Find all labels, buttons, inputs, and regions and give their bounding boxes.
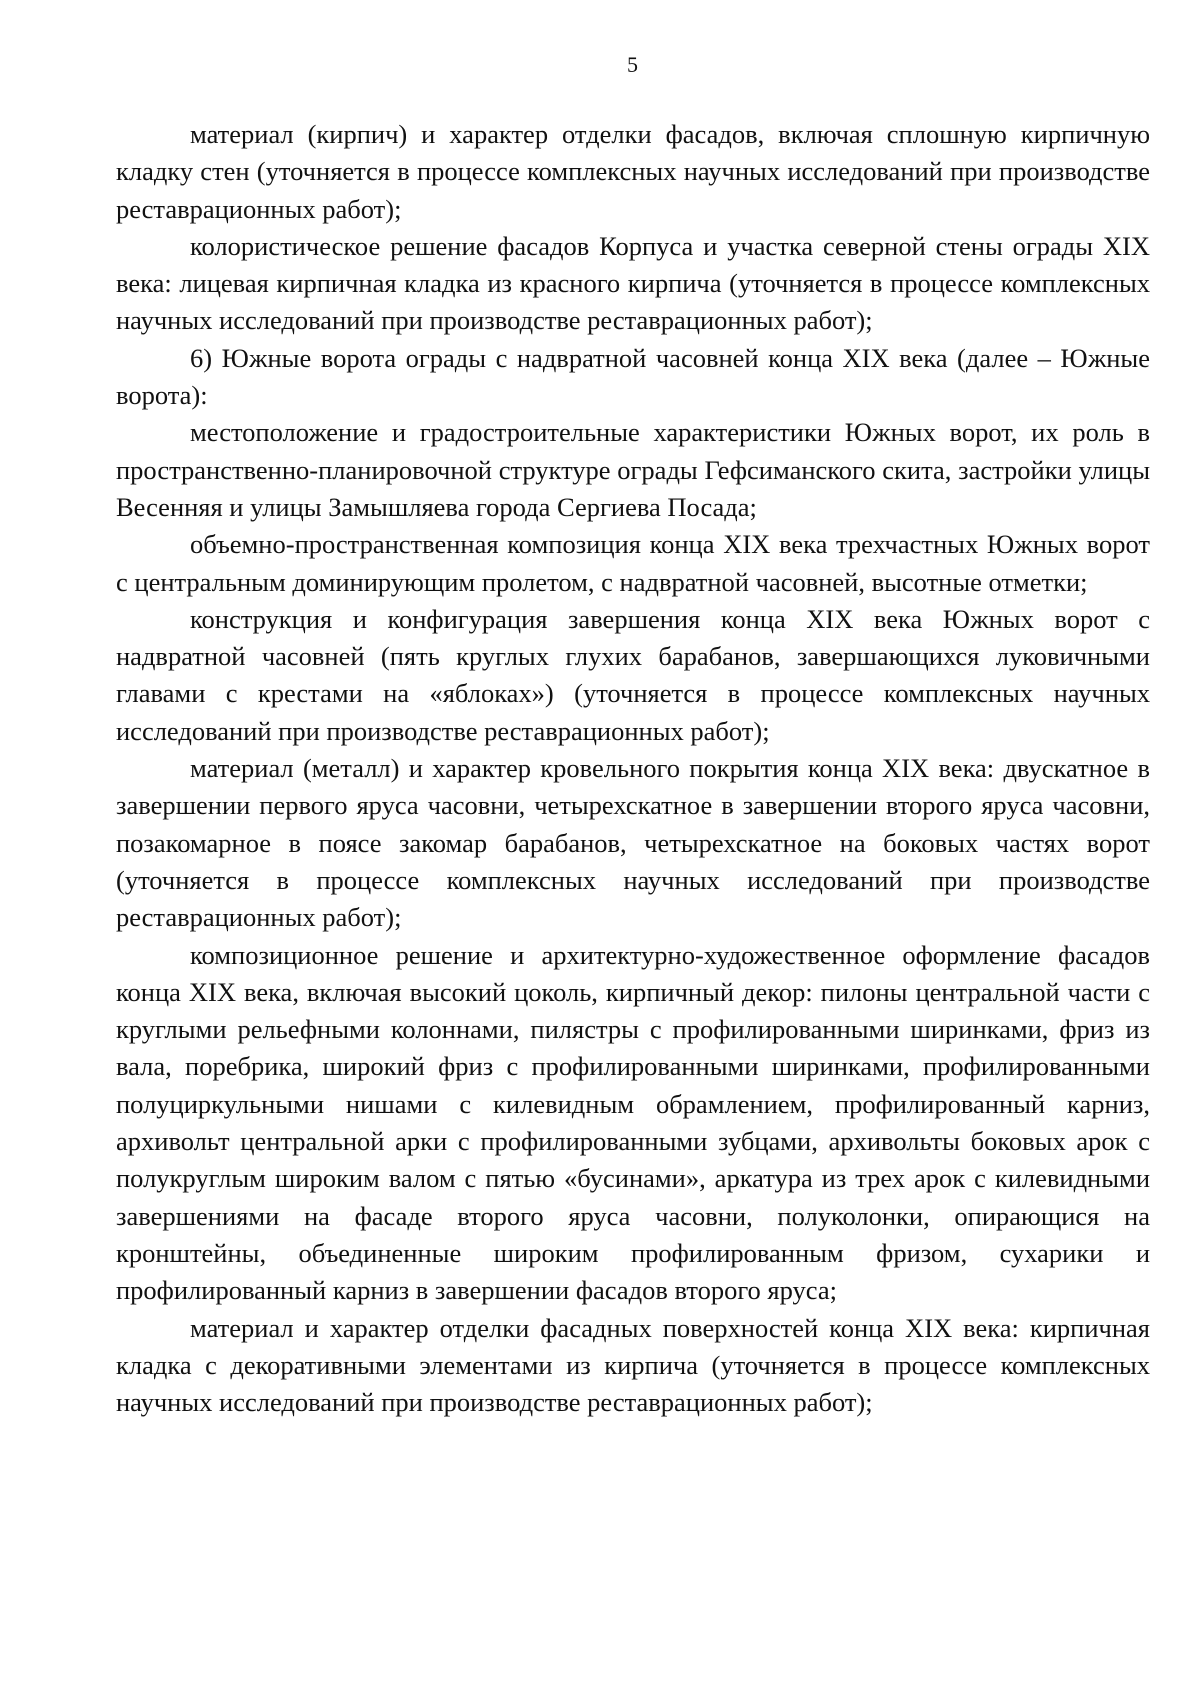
paragraph: материал (кирпич) и характер отделки фасадов, включая сплошную кирпичную кладку стен (уточняется в процессе комплексных научных исследований при производстве реставрационных работ);	[116, 119, 1150, 224]
paragraph: 6) Южные ворота ограды с надвратной часовней конца XIX века (далее – Южные ворота):	[116, 342, 1150, 411]
paragraph: конструкция и конфигурация завершения конца XIX века Южных ворот с надвратной часовней (пять круглых глухих барабанов, завершающихся луковичными главами с крестами на «яблоках») (уточняется в процессе комплексных научных исследований при производстве реставрационных работ);	[116, 603, 1150, 746]
paragraph: композиционное решение и архитектурно-художественное оформление фасадов конца XIX века, включая высокий цоколь, кирпичный декор: пилоны центральной части с круглыми рельефными колоннами, пилястры с профилированными ширинками, фриз из вала, поребрика, широкий фриз с профилированными ширинками, профилированными полуциркульными нишами с килевидным обрамлением, профилированный карниз, архивольт центральной арки с профилированными зубцами, архивольты боковых арок с полукруглым широким валом с пятью «бусинами», аркатура из трех арок с килевидными завершениями на фасаде второго яруса часовни, полуколонки, опирающися на кронштейны, объединенные широким профилированным фризом, сухарики и профилированный карниз в завершении фасадов второго яруса;	[116, 939, 1150, 1306]
paragraph: материал (металл) и характер кровельного покрытия конца XIX века: двускатное в завершении первого яруса часовни, четырехскатное в завершении второго яруса часовни, позакомарное в поясе закомар барабанов, четырехскатное на боковых частях ворот (уточняется в процессе комплексных научных исследований при производстве реставрационных работ);	[116, 753, 1150, 933]
paragraph: объемно-пространственная композиция конца XIX века трехчастных Южных ворот с центральным доминирующим пролетом, с надвратной часовней, высотные отметки;	[116, 529, 1150, 597]
paragraph: местоположение и градостроительные характеристики Южных ворот, их роль в пространственно-планировочной структуре ограды Гефсиманского скита, застройки улицы Весенняя и улицы Замышляева города Сергиева Посада;	[116, 417, 1150, 522]
page-number: 5	[627, 52, 638, 77]
document-body	[116, 116, 1150, 1421]
paragraph: материал и характер отделки фасадных поверхностей конца XIX века: кирпичная кладка с декоративными элементами из кирпича (уточняется в процессе комплексных научных исследований при производстве реставрационных работ);	[116, 1312, 1150, 1418]
paragraph: колористическое решение фасадов Корпуса и участка северной стены ограды XIX века: лицевая кирпичная кладка из красного кирпича (уточняется в процессе комплексных научных исследований при производстве реставрационных работ);	[116, 230, 1150, 336]
